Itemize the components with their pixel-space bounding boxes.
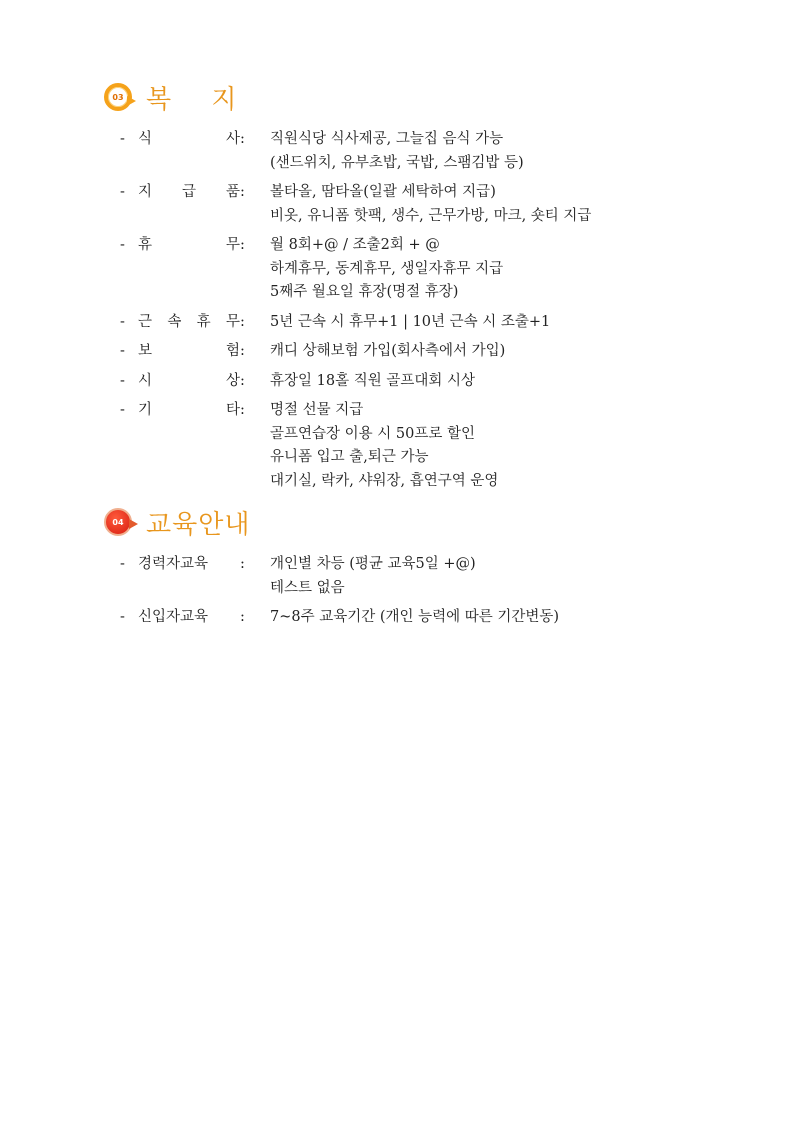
section-title: 교육안내 (146, 509, 251, 540)
item-label: 경력자교육 (138, 556, 209, 572)
section-title: 복 지 (146, 84, 238, 115)
item-values (270, 128, 524, 175)
item-label: 시 상 (138, 372, 240, 389)
list-item (120, 311, 591, 335)
item-value-line: 5년 근속 시 휴무+1 | 10년 근속 시 조출+1 (270, 313, 551, 330)
item-value-line: 비옷, 유니폼 핫팩, 생수, 근무가방, 마크, 숏티 지급 (270, 207, 592, 224)
list-item (120, 181, 591, 228)
list-item (120, 370, 591, 394)
item-values (270, 370, 475, 394)
item-value-line: 하계휴무, 동계휴무, 생일자휴무 지급 (270, 260, 504, 277)
item-value-line: 골프연습장 이용 시 50프로 할인 (270, 425, 475, 442)
bullet-dash: - (120, 372, 125, 389)
list-item (120, 399, 591, 493)
item-colon: : (240, 237, 245, 253)
item-value-line: 휴장일 18홀 직원 골프대회 시상 (270, 372, 475, 389)
item-value-line: 명절 선물 지급 (270, 402, 364, 418)
item-value-line: 월 8회+@ / 조출2회 + @ (270, 237, 440, 253)
item-colon: : (240, 131, 245, 147)
list-item (120, 606, 559, 630)
bullet-dash: - (120, 556, 125, 572)
item-label: 휴 무 (138, 237, 240, 253)
item-values (270, 553, 476, 600)
item-colon: : (240, 609, 245, 625)
item-colon: : (240, 372, 245, 389)
item-label: 기 타 (138, 402, 240, 418)
item-value-line: 대기실, 락카, 샤워장, 흡연구역 운영 (270, 472, 499, 489)
item-value-line: 유니폼 입고 출,퇴근 가능 (270, 449, 429, 465)
item-label: 지 급 품 (138, 184, 240, 200)
bullet-dash: - (120, 609, 125, 625)
bullet-dash: - (120, 402, 125, 418)
list-item (120, 553, 559, 600)
item-colon: : (240, 556, 245, 572)
item-label: 근 속 휴 무 (138, 313, 240, 330)
welfare-list (120, 128, 591, 493)
item-values (270, 399, 498, 493)
item-value-line: 7~8주 교육기간 (개인 능력에 따른 기간변동) (270, 609, 560, 625)
badge-pointer-icon (127, 96, 136, 106)
item-value-line: 5째주 월요일 휴장(명절 휴장) (270, 284, 459, 300)
item-colon: : (240, 402, 245, 418)
section-header-education (104, 505, 250, 539)
bullet-dash: - (120, 237, 125, 253)
item-values (270, 311, 550, 335)
item-values (270, 340, 505, 364)
item-value-line: 직원식당 식사제공, 그늘집 음식 가능 (270, 131, 504, 147)
badge-number: 04 (112, 517, 124, 527)
bullet-dash: - (120, 313, 125, 330)
item-values (270, 181, 591, 228)
item-value-line: 캐디 상해보험 가입(회사측에서 가입) (270, 343, 506, 359)
bullet-dash: - (120, 343, 125, 359)
item-colon: : (240, 313, 245, 330)
item-value-line: 볼타올, 땀타올(일괄 세탁하여 지급) (270, 184, 496, 200)
badge-pointer-icon (129, 519, 138, 529)
item-label: 신입자교육 (138, 609, 209, 625)
education-list (120, 553, 559, 630)
item-values (270, 606, 559, 630)
item-label: 식 사 (138, 131, 240, 147)
list-item (120, 340, 591, 364)
item-label: 보 험 (138, 343, 240, 359)
list-item (120, 234, 591, 305)
bullet-dash: - (120, 184, 125, 200)
list-item (120, 128, 591, 175)
bullet-dash: - (120, 131, 125, 147)
item-value-line: (샌드위치, 유부초밥, 국밥, 스팸김밥 등) (270, 154, 524, 171)
badge-number: 03 (112, 92, 124, 102)
item-colon: : (240, 343, 245, 359)
section-number-badge-icon (104, 83, 132, 111)
item-value-line: 테스트 없음 (270, 579, 345, 596)
section-number-badge-icon (104, 508, 132, 536)
item-colon: : (240, 184, 245, 200)
item-values (270, 234, 503, 305)
section-header-welfare (104, 80, 238, 114)
item-value-line: 개인별 차등 (평균 교육5일 +@) (270, 556, 476, 572)
